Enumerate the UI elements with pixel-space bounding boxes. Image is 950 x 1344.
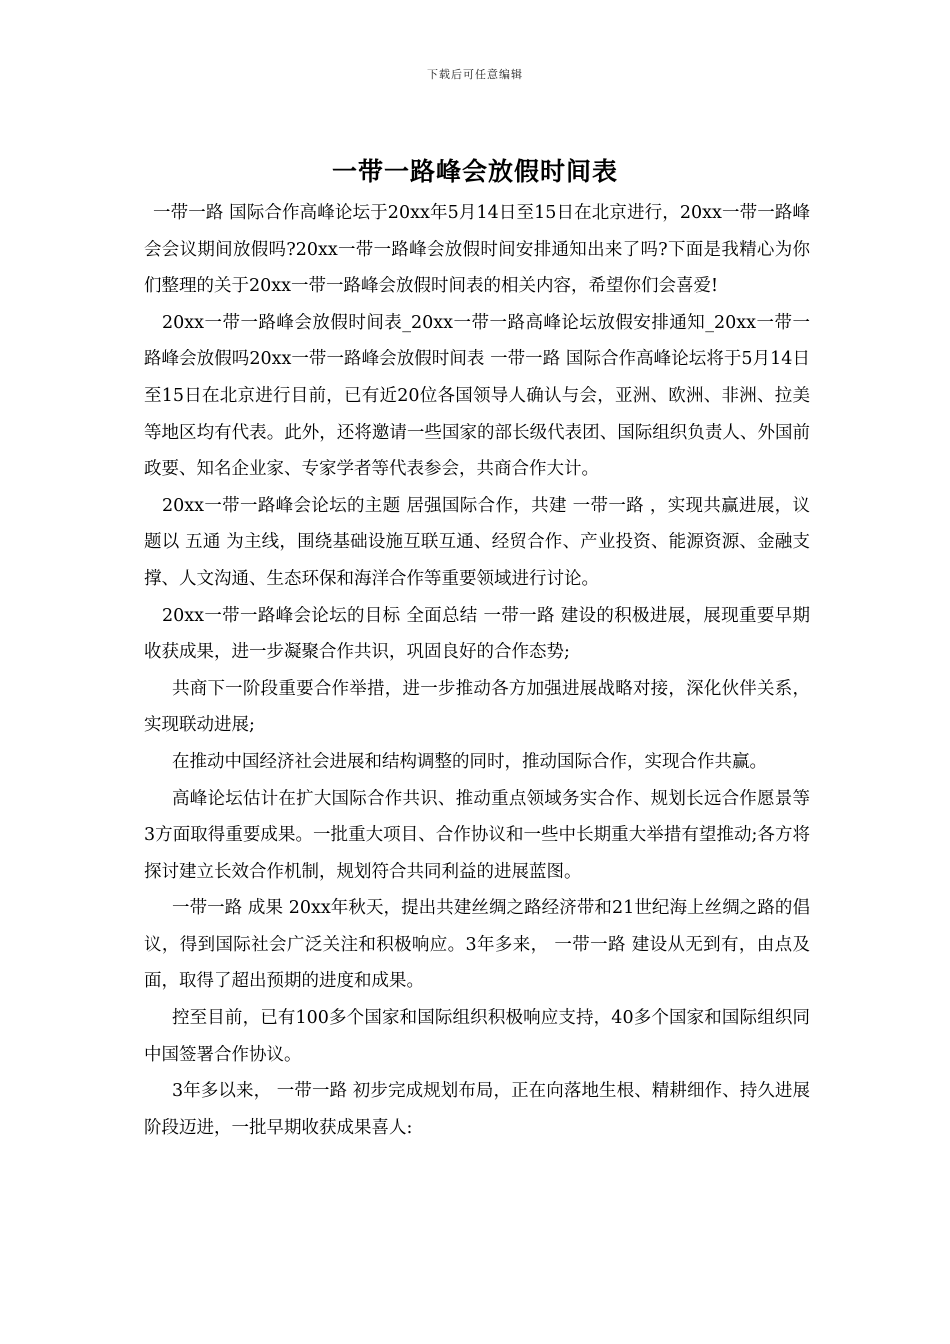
paragraph-achievements: 一带一路 成果 20xx年秋天，提出共建丝绸之路经济带和21世纪海上丝绸之路的倡议，得到国际社会广泛关注和积极响应。3年多来， 一带一路 建设从无到有，由点及面，取得了超出预期的进度和成果。 bbox=[144, 898, 810, 992]
document-title: 一带一路峰会放假时间表 bbox=[331, 157, 618, 186]
paragraph-next-stage: 共商下一阶段重要合作举措，进一步推动各方加强进展战略对接，深化伙伴关系，实现联动进展; bbox=[144, 678, 810, 736]
document-body bbox=[144, 195, 810, 1146]
paragraph-theme: 20xx一带一路峰会论坛的主题 居强国际合作，共建 一带一路 ，实现共赢进展，议题以 五通 为主线，围绕基础设施互联互通、经贸合作、产业投资、能源资源、金融支撑、人文沟通、生态环保和海洋合作等重要领域进行讨论。 bbox=[144, 495, 810, 589]
header-note: 下载后可任意编辑 bbox=[427, 68, 523, 81]
paragraph-support: 控至目前，已有100多个国家和国际组织积极响应支持，40多个国家和国际组织同中国签署合作协议。 bbox=[144, 1008, 810, 1065]
paragraph-expected-results: 高峰论坛估计在扩大国际合作共识、推动重点领域务实合作、规划长远合作愿景等3方面取得重要成果。一批重大项目、合作协议和一些中长期重大举措有望推动;各方将探讨建立长效合作机制，规划符合共同利益的进展蓝图。 bbox=[144, 788, 810, 882]
paragraph-schedule: 20xx一带一路峰会放假时间表_20xx一带一路高峰论坛放假安排通知_20xx一带一路峰会放假吗20xx一带一路峰会放假时间表 一带一路 国际合作高峰论坛将于5月14日至15日在北京进行目前，已有近20位各国领导人确认与会，亚洲、欧洲、非洲、拉美等地区均有代表。此外，还将邀请一些国家的部长级代表团、国际组织负责人、外国前政要、知名企业家、专家学者等代表参会，共商合作大计。 bbox=[144, 312, 810, 480]
paragraph-goal: 20xx一带一路峰会论坛的目标 全面总结 一带一路 建设的积极进展，展现重要早期收获成果，进一步凝聚合作共识，巩固良好的合作态势; bbox=[144, 605, 810, 663]
paragraph-cooperation: 在推动中国经济社会进展和结构调整的同时，推动国际合作，实现合作共赢。 bbox=[172, 751, 767, 772]
paragraph-progress: 3年多以来， 一带一路 初步完成规划布局，正在向落地生根、精耕细作、持久进展阶段迈进，一批早期收获成果喜人: bbox=[144, 1081, 810, 1138]
paragraph-intro: 一带一路 国际合作高峰论坛于20xx年5月14日至15日在北京进行，20xx一带一路峰会会议期间放假吗?20xx一带一路峰会放假时间安排通知出来了吗?下面是我精心为你们整理的关于20xx一带一路峰会放假时间表的相关内容，希望你们会喜爱! bbox=[144, 203, 810, 297]
